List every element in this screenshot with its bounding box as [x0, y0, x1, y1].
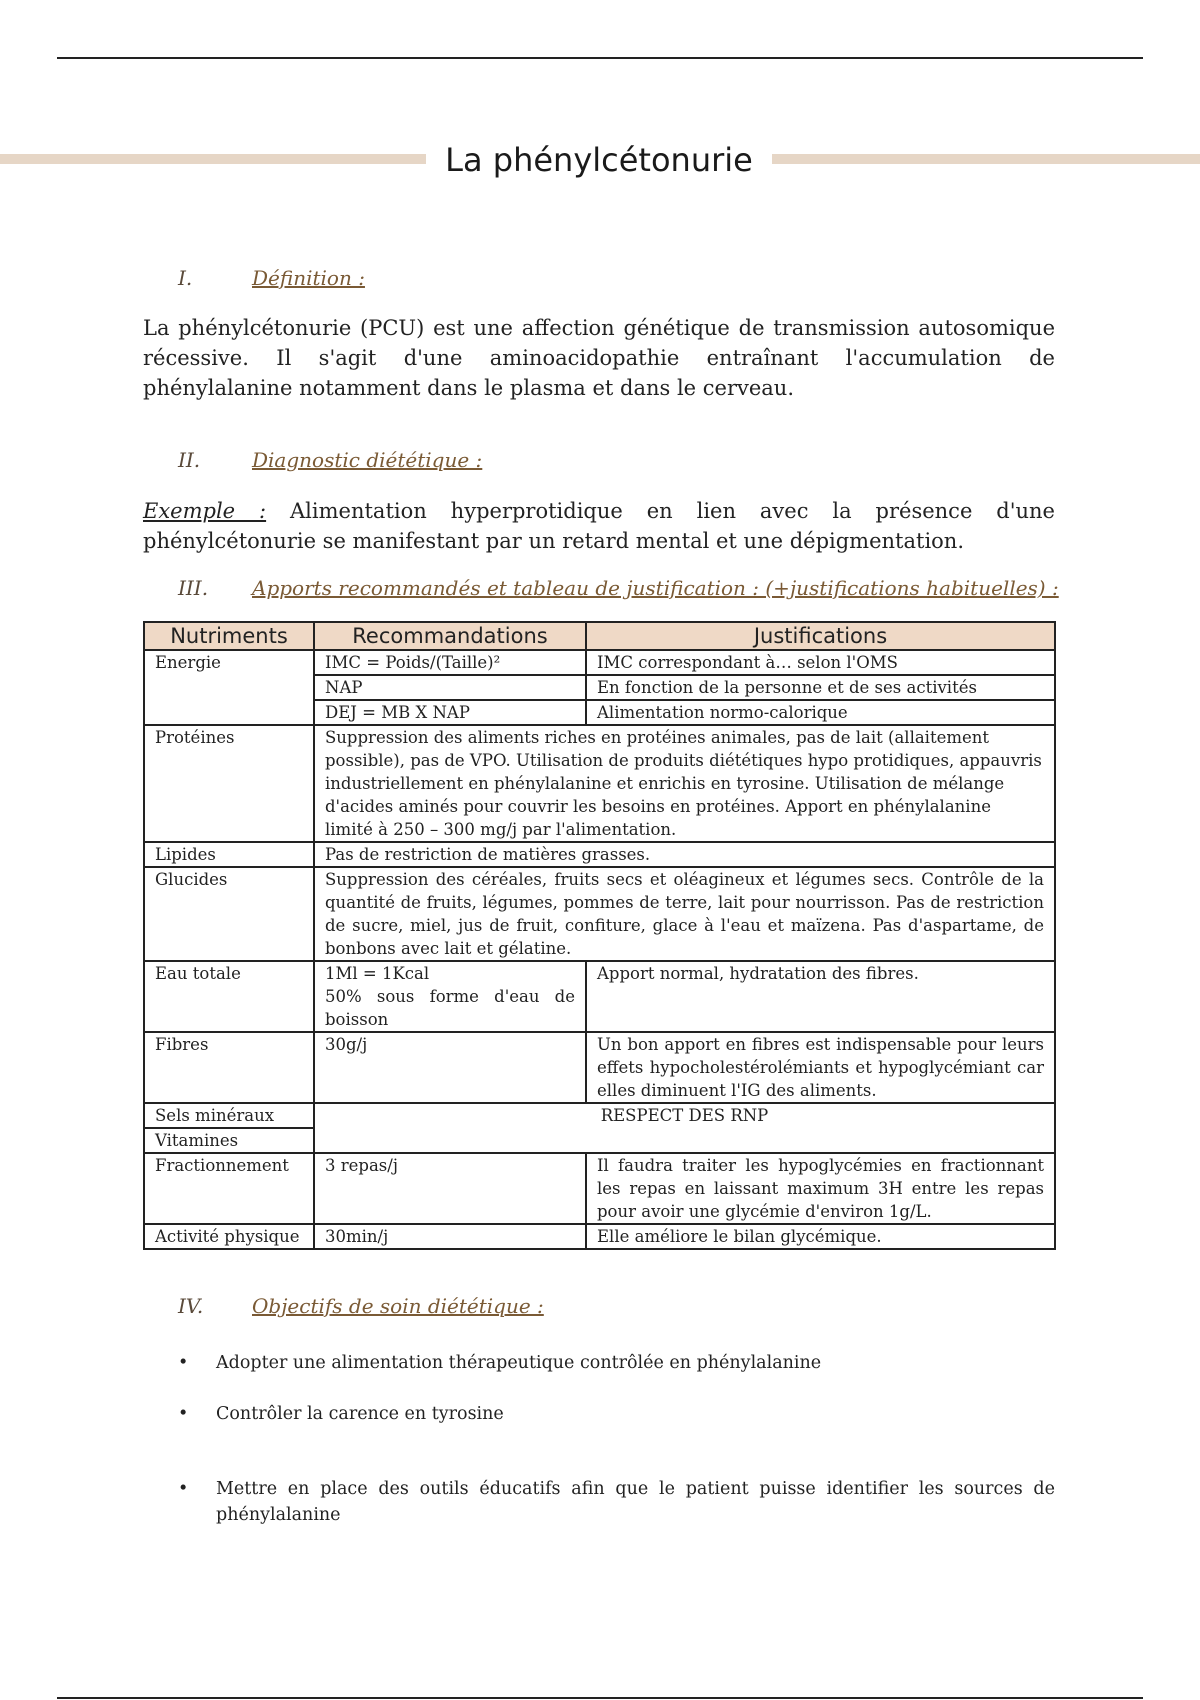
- nutrient-eau: Eau totale: [144, 961, 314, 1032]
- rec-cell: DEJ = MB X NAP: [314, 700, 586, 725]
- title-banner: [0, 140, 1200, 180]
- list-item: [178, 1350, 1055, 1376]
- proteines-text: Suppression des aliments riches en protéines animales, pas de lait (allaitement possible), pas de VPO. Utilisation de produits diététiques hypo protidiques, appauvris industriellement en phénylalanine et enrichis en tyrosine. Utilisation de mélange d'acides aminés pour couvrir les besoins en protéines. Apport en phénylalanine limité à 250 – 300 mg/j par l'alimentation.: [314, 725, 1055, 842]
- just-cell: IMC correspondant à… selon l'OMS: [586, 650, 1055, 675]
- title-bar-left: [0, 154, 426, 164]
- nutrient-lipides: Lipides: [144, 842, 314, 867]
- page-title: La phénylcétonurie: [445, 141, 753, 179]
- just-cell: Alimentation normo-calorique: [586, 700, 1055, 725]
- title-bar-right: [772, 154, 1200, 164]
- just-cell: Elle améliore le bilan glycémique.: [586, 1224, 1055, 1249]
- example-paragraph: [143, 496, 1055, 556]
- rec-cell: IMC = Poids/(Taille)²: [314, 650, 586, 675]
- section-heading-objectifs: [178, 1294, 544, 1318]
- lipides-text: Pas de restriction de matières grasses.: [314, 842, 1055, 867]
- section-heading-definition: [178, 266, 365, 290]
- header-nutriments: Nutriments: [144, 622, 314, 650]
- rec-cell: 30g/j: [314, 1032, 586, 1103]
- objective-text: Contrôler la carence en tyrosine: [216, 1404, 504, 1424]
- table-row: [144, 1153, 1055, 1224]
- section-label: Apports recommandés et tableau de justification : (+justifications habituelles) :: [252, 576, 1059, 600]
- bottom-rule: [57, 1697, 1143, 1699]
- table-row: [144, 725, 1055, 842]
- section-heading-apports: [178, 576, 1059, 600]
- example-label: Exemple :: [143, 499, 267, 523]
- eau-rec-line1: 1Ml = 1Kcal: [325, 964, 430, 983]
- just-cell: Un bon apport en fibres est indispensable pour leurs effets hypocholestérolémiants et hypoglycémiant car elles diminuent l'IG des aliments.: [586, 1032, 1055, 1103]
- table-row: [144, 1103, 1055, 1128]
- table-row: [144, 1224, 1055, 1249]
- rnp-text: RESPECT DES RNP: [314, 1103, 1055, 1153]
- section-number: II.: [178, 448, 201, 472]
- nutrient-glucides: Glucides: [144, 867, 314, 961]
- bullet-icon: •: [178, 1404, 189, 1424]
- table-row: [144, 867, 1055, 961]
- section-label: Diagnostic diététique :: [252, 448, 483, 472]
- section-heading-diagnostic: [178, 448, 482, 472]
- section-number: III.: [178, 576, 209, 600]
- rec-cell: 30min/j: [314, 1224, 586, 1249]
- objective-text: Mettre en place des outils éducatifs afin que le patient puisse identifier les sources de phénylalanine: [216, 1479, 1055, 1525]
- rec-cell: NAP: [314, 675, 586, 700]
- eau-rec-line2: 50% sous forme d'eau de boisson: [325, 987, 575, 1029]
- nutrient-activite: Activité physique: [144, 1224, 314, 1249]
- bullet-icon: •: [178, 1353, 189, 1373]
- section-number: I.: [178, 266, 193, 290]
- nutrition-table: [143, 621, 1056, 1250]
- table-row: [144, 961, 1055, 1032]
- section-number: IV.: [178, 1294, 204, 1318]
- definition-paragraph: La phénylcétonurie (PCU) est une affection génétique de transmission autosomique récessive. Il s'agit d'une aminoacidopathie entraînant l'accumulation de phénylalanine notamment dans le plasma et dans le cerveau.: [143, 316, 1055, 400]
- list-item: [178, 1476, 1055, 1528]
- bullet-icon: •: [178, 1479, 189, 1499]
- header-justifications: Justifications: [586, 622, 1055, 650]
- section-label: Objectifs de soin diététique :: [252, 1294, 544, 1318]
- nutrient-fibres: Fibres: [144, 1032, 314, 1103]
- table-row: [144, 650, 1055, 675]
- glucides-text: Suppression des céréales, fruits secs et oléagineux et légumes secs. Contrôle de la quantité de fruits, légumes, pommes de terre, lait pour nourrisson. Pas de restriction de sucre, miel, jus de fruit, confiture, glace à l'eau et maïzena. Pas d'aspartame, de bonbons avec lait et gélatine.: [314, 867, 1055, 961]
- nutrient-sels: Sels minéraux: [144, 1103, 314, 1128]
- nutrient-fractionnement: Fractionnement: [144, 1153, 314, 1224]
- just-cell: Il faudra traiter les hypoglycémies en fractionnant les repas en laissant maximum 3H entre les repas pour avoir une glycémie d'environ 1g/L.: [586, 1153, 1055, 1224]
- header-recommandations: Recommandations: [314, 622, 586, 650]
- table-header-row: [144, 622, 1055, 650]
- nutrient-energie: Energie: [144, 650, 314, 725]
- just-cell: Apport normal, hydratation des fibres.: [586, 961, 1055, 1032]
- nutrient-proteines: Protéines: [144, 725, 314, 842]
- rec-cell: 3 repas/j: [314, 1153, 586, 1224]
- top-rule: [57, 57, 1143, 59]
- table-row: [144, 1032, 1055, 1103]
- rec-cell: [314, 961, 586, 1032]
- list-item: [178, 1401, 1055, 1427]
- just-cell: En fonction de la personne et de ses activités: [586, 675, 1055, 700]
- section-label: Définition :: [252, 266, 365, 290]
- example-text: Alimentation hyperprotidique en lien avec la présence d'une phénylcétonurie se manifestant par un retard mental et une dépigmentation.: [143, 499, 1055, 553]
- table-row: [144, 842, 1055, 867]
- nutrient-vitamines: Vitamines: [144, 1128, 314, 1153]
- objective-text: Adopter une alimentation thérapeutique contrôlée en phénylalanine: [216, 1353, 822, 1373]
